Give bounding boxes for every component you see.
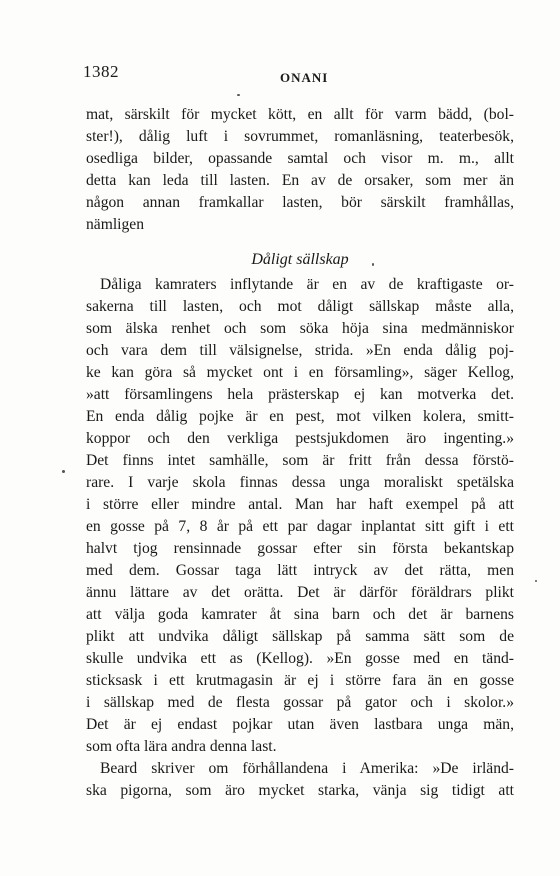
paragraph-2-line: Det är ej endast pojkar utan även lastbara unga män, <box>86 716 514 733</box>
paragraph-3-line: ska pigorna, som äro mycket starka, vänja sig tidigt att <box>86 782 514 799</box>
paragraph-2-line: att välja goda kamrater åt sina barn och det är barnens <box>86 606 514 623</box>
scan-speck <box>62 470 65 473</box>
paragraph-1-line: nämligen <box>86 216 145 233</box>
scan-speck <box>535 580 537 582</box>
paragraph-2-line: En enda dålig pojke är en pest, mot vilken kolera, smitt- <box>86 408 514 425</box>
paragraph-2-line: ännu lättare av det orätta. Det är därför föräldrars plikt <box>86 584 514 601</box>
paragraph-1-line: osedliga bilder, opassande samtal och visor m. m., allt <box>86 150 514 167</box>
paragraph-2-line: rare. I varje skola finnas dessa unga moraliskt spetälska <box>86 474 514 491</box>
paragraph-2-line: en gosse på 7, 8 år på ett par dagar inplantat sitt gift i ett <box>86 518 514 535</box>
running-title: ONANI <box>280 70 329 85</box>
scan-speck <box>237 94 240 96</box>
paragraph-2-line: som ofta lära andra denna last. <box>86 738 277 755</box>
paragraph-2-line: skulle undvika ett as (Kellog). »En gosse med en tänd- <box>86 650 514 667</box>
paragraph-2-line: som älska renhet och som söka höja sina medmänniskor <box>86 320 514 337</box>
paragraph-1-line: mat, särskilt för mycket kött, en allt för varm bädd, (bol- <box>86 106 514 123</box>
paragraph-2-line: sakerna till lasten, och mot dåligt sällskap måste alla, <box>86 298 514 315</box>
paragraph-2-line: koppor och den verkliga pestsjukdomen äro ingenting.» <box>86 430 514 447</box>
paragraph-2-line: i större eller mindre antal. Man har haft exempel på att <box>86 496 514 513</box>
paragraph-2-line: ke kan göra så mycket ont i en församling», säger Kellog, <box>86 364 514 381</box>
section-heading: Dåligt sällskap <box>251 251 349 268</box>
paragraph-2-line: i sällskap med de flesta gossar på gator och i skolor.» <box>86 694 514 711</box>
page-number: 1382 <box>83 62 119 81</box>
paragraph-1-line: detta kan leda till lasten. En av de orsaker, som mer än <box>86 172 514 189</box>
paragraph-3-line: Beard skriver om förhållandena i Amerika: »De irländ- <box>100 760 514 777</box>
paragraph-2-line: med dem. Gossar taga lätt intryck av det rätta, men <box>86 562 514 579</box>
paragraph-2-line: och vara dem till välsignelse, strida. »En enda dålig poj- <box>86 342 514 359</box>
paragraph-1-line: ster!), dålig luft i sovrummet, romanläsning, teaterbesök, <box>86 128 514 145</box>
paragraph-2-line: plikt att undvika dåligt sällskap på samma sätt som de <box>86 628 514 645</box>
paragraph-2-line: »att församlingens hela prästerskap ej kan motverka det. <box>86 386 514 403</box>
paragraph-2-line: sticksask i ett krutmagasin är ej i större fara än en gosse <box>86 672 514 689</box>
paragraph-2-line: Det finns intet samhälle, som är fritt från dessa förstö- <box>86 452 514 469</box>
paragraph-2-line: halvt tjog rensinnade gossar efter sin första bekantskap <box>86 540 514 557</box>
scan-speck <box>372 263 374 266</box>
paragraph-1-line: någon annan framkallar lasten, bör särskilt framhållas, <box>86 194 514 211</box>
paragraph-2-line: Dåliga kamraters inflytande är en av de kraftigaste or- <box>100 276 514 293</box>
